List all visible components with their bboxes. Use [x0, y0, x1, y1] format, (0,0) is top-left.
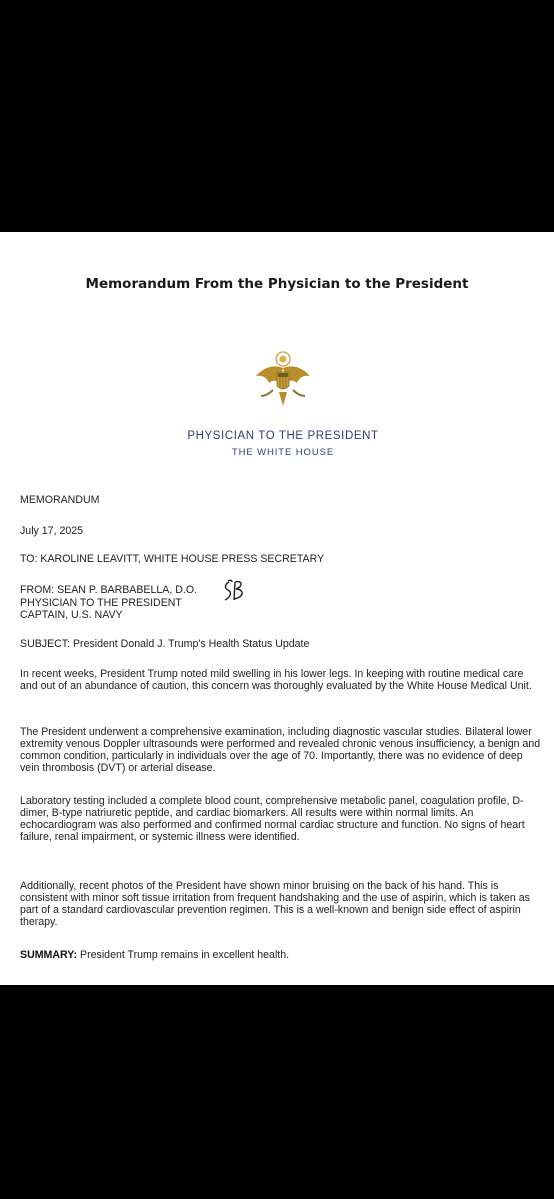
memo-page	[0, 232, 554, 985]
letterhead-subtitle: THE WHITE HOUSE	[231, 447, 335, 458]
from-title: PHYSICIAN TO THE PRESIDENT	[20, 596, 182, 609]
summary-label: SUMMARY:	[20, 949, 78, 961]
memo-summary	[20, 949, 540, 961]
memo-paragraph: Laboratory testing included a complete blood count, comprehensive metabolic panel, coagulation profile, D-dimer, B-type natriuretic peptide, and cardiac biomarkers. All results were within normal limits. An echocardiogram was also performed and confirmed normal cardiac structure and function. No signs of heart failure, renal impairment, or systemic illness were identified.	[20, 795, 525, 843]
from-rank: CAPTAIN, U.S. NAVY	[20, 609, 123, 621]
memo-paragraph: The President underwent a comprehensive examination, including diagnostic vascular studies. Bilateral lower extremity venous Doppler ultrasounds were performed and revealed chronic venous insufficiency, a benign and common condition, particularly in individuals over the age of 70. Importantly, there was no evidence of deep vein thrombosis (DVT) or arterial disease.	[20, 726, 541, 774]
memo-paragraph: In recent weeks, President Trump noted mild swelling in his lower legs. In keeping with routine medical care and out of an abundance of caution, this concern was thoroughly evaluated by the White House Medical Unit.	[20, 668, 532, 692]
letterhead-title: PHYSICIAN TO THE PRESIDENT	[187, 430, 379, 442]
memo-date: July 17, 2025	[20, 525, 84, 537]
memo-paragraph: Additionally, recent photos of the President have shown minor bruising on the back of his hand. This is consistent with minor soft tissue irritation from frequent handshaking and the use of aspirin, which is taken as part of a standard cardiovascular prevention regimen. This is a well-known and benign side effect of aspirin therapy.	[20, 880, 530, 928]
memo-subject: SUBJECT: President Donald J. Trump's Health Status Update	[20, 638, 310, 650]
from-name: FROM: SEAN P. BARBABELLA, D.O.	[20, 584, 198, 596]
page-title: Memorandum From the Physician to the President	[85, 276, 469, 292]
eagle-seal-icon	[253, 350, 313, 414]
memo-to: TO: KAROLINE LEAVITT, WHITE HOUSE PRESS SECRETARY	[20, 553, 325, 565]
summary-text: President Trump remains in excellent health.	[77, 949, 290, 961]
memo-from	[20, 584, 540, 622]
memo-type: MEMORANDUM	[20, 494, 100, 506]
handwritten-signature	[220, 578, 250, 604]
